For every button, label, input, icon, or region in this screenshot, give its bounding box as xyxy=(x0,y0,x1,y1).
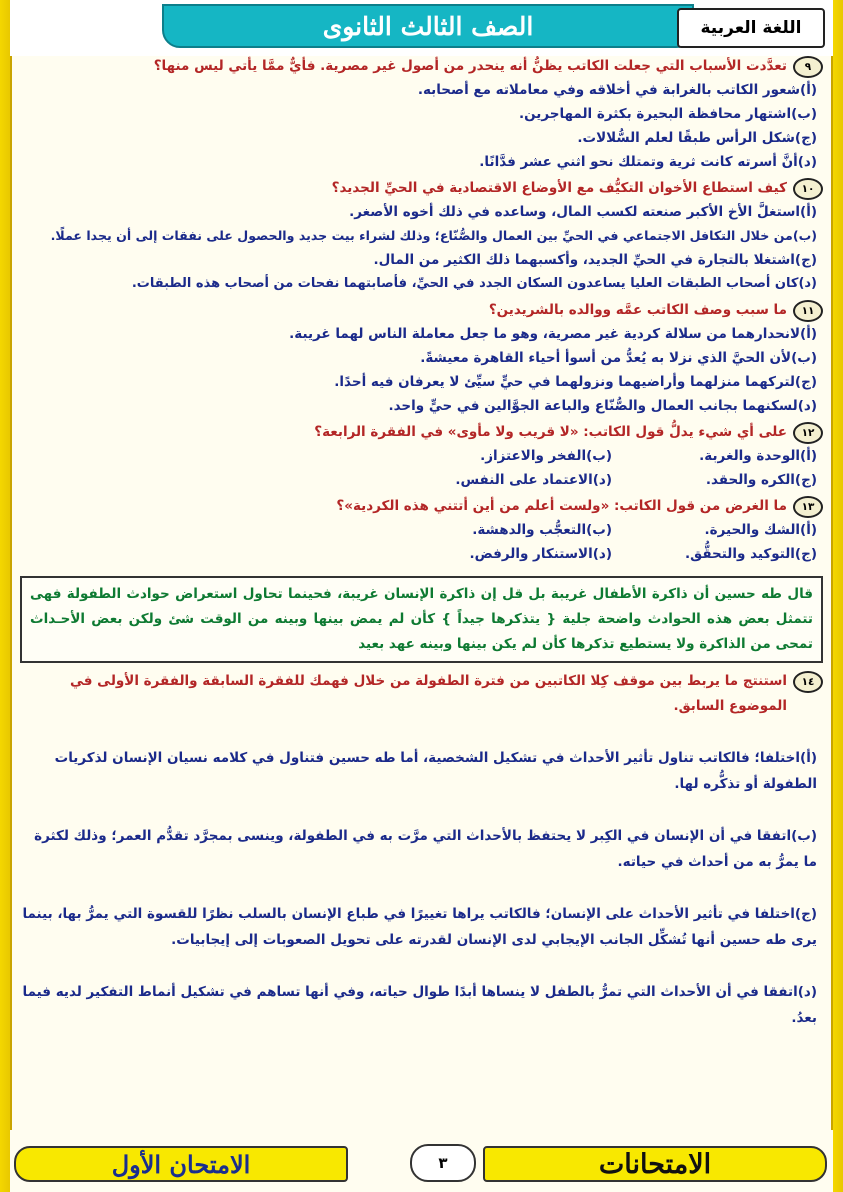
options-row xyxy=(20,518,823,542)
option-d: (د)اتفقا في أن الأحداث التي تمرُّ بالطفل لا ينساها أبدًا طوال حياته، وفي أنها تساهم في تشكيل أنماط التفكير لديه فيما بعدُ. xyxy=(22,984,817,1026)
question-number-badge: ١١ xyxy=(793,300,823,322)
question-number-badge: ٩ xyxy=(793,56,823,78)
option-c: (ج)التوكيد والتحقُّق. xyxy=(685,546,817,562)
question-number-badge: ١٢ xyxy=(793,422,823,444)
option-a: (أ)الوحدة والغربة. xyxy=(699,448,817,464)
footer-exam-banner xyxy=(14,1146,348,1182)
question-text: ما الغرض من قول الكاتب: «ولست أعلم من أين أتتني هذه الكردية»؟ xyxy=(336,498,787,514)
passage-box xyxy=(20,576,823,663)
subject-label-box xyxy=(677,8,825,48)
option-a: (أ)لانحدارهما من سلالة كردية غير مصرية، وهو ما جعل معاملة الناس لهما غريبة. xyxy=(289,326,817,342)
option-b: (ب)الفخر والاعتزاز. xyxy=(480,448,612,464)
grade-title: الصف الثالث الثانوى xyxy=(322,11,534,41)
option-c: (ج)اختلفا في تأثير الأحداث على الإنسان؛ فالكاتب يراها تغييرًا في طباع الإنسان بالسلب نظرًا للقسوة التي يمرُّ بها، بينما يرى طه حسين أنها تُشكِّل الجانب الإيجابي لدى الإنسان لقدرته على تحويل الصعوبات إلى إيجابيات. xyxy=(22,906,817,948)
question-number-badge: ١٠ xyxy=(793,178,823,200)
grade-banner xyxy=(162,4,694,48)
page-number-text: ٣ xyxy=(438,1154,448,1172)
question-number-badge: ١٤ xyxy=(793,671,823,693)
right-border-rail xyxy=(833,0,843,1192)
question-text: على أي شيء يدلُّ قول الكاتب: «لا قريب ولا مأوى» في الفقرة الرابعة؟ xyxy=(314,424,787,440)
option-c: (ج)الكره والحقد. xyxy=(705,472,817,488)
option-c: (ج)لتركهما منزلهما وأراضيهما ونزولهما في حيٍّ سيِّئ لا يعرفان فيه أحدًا. xyxy=(334,374,817,390)
right-border-line xyxy=(831,0,833,1192)
question-9 xyxy=(20,54,823,78)
option-b: (ب)اشتهار محافظة البحيرة بكثرة المهاجرين. xyxy=(518,106,817,122)
question-text: كيف استطاع الأخوان التكيُّف مع الأوضاع الاقتصادية في الحيِّ الجديد؟ xyxy=(331,180,787,196)
footer-exams-banner xyxy=(483,1146,827,1182)
option-b: (ب)لأن الحيَّ الذي نزلا به يُعدُّ من أسوأ أحياء القاهرة معيشةً. xyxy=(420,350,817,366)
option-c: (ج)شكل الرأس طبقًا لعلم السُّلالات. xyxy=(577,130,817,146)
option-a: (أ)شعور الكاتب بالغرابة في أخلاقه وفي معاملاته مع أصحابه. xyxy=(417,82,817,98)
left-border-line xyxy=(10,0,12,1192)
option-c: (ج)اشتغلا بالتجارة في الحيِّ الجديد، وأكسبهما ذلك الكثير من المال. xyxy=(373,252,817,268)
question-10 xyxy=(20,176,823,200)
page-header xyxy=(10,0,833,56)
option-a: (أ)اختلفا؛ فالكاتب تناول تأثير الأحداث في تشكيل الشخصية، أما طه حسين فتناول في كلامه نسيان الإنسان لذكريات الطفولة أو تذكُّره لها. xyxy=(54,750,817,792)
question-11 xyxy=(20,298,823,322)
subject-title: اللغة العربية xyxy=(700,18,802,38)
footer-exams-title: الامتحانات xyxy=(598,1148,712,1180)
question-text: ما سبب وصف الكاتب عمَّه ووالده بالشريدين؟ xyxy=(488,302,787,318)
option-d: (د)الاعتماد على النفس. xyxy=(455,472,612,488)
option-b: (ب)التعجُّب والدهشة. xyxy=(472,522,612,538)
passage-text: قال طه حسين أن ذاكرة الأطفال غريبة بل قل إن ذاكرة الإنسان غريبة، فحينما تحاول استعراض حوادث الطفولة فهى تتمثل بعض هذه الحوادث واضحة جلية { يتذكرها جيداً } كأن لم يمض بينها وبينه من الوقت شئ ولكن بعض الأحـداث تمحى من الذاكرة ولا يستطيع تذكرها كأن لم يكن بينها وبينه عهد بعيد xyxy=(30,586,813,652)
page-number xyxy=(410,1144,476,1182)
question-text: استنتج ما يربط بين موقف كِلا الكاتبين من فترة الطفولة من خلال فهمك للفقرة السابقة والفقرة الأولى في الموضوع السابق. xyxy=(69,673,787,714)
question-14 xyxy=(20,669,823,719)
options-row xyxy=(20,444,823,468)
options-row xyxy=(20,468,823,492)
option-d: (د)الاستنكار والرفض. xyxy=(469,546,612,562)
option-a: (أ)الشك والحيرة. xyxy=(704,522,817,538)
question-12 xyxy=(20,420,823,444)
question-text: تعدَّدت الأسباب التي جعلت الكاتب يظنُّ أنه ينحدر من أصول غير مصرية. فأيٌّ ممَّا يأتي ليس منها؟ xyxy=(153,58,787,74)
option-d: (د)أنَّ أسرته كانت ثرية وتمتلك نحو اثني عشر فدَّانًا. xyxy=(479,154,817,170)
option-d: (د)لسكنهما بجانب العمال والصُّنّاع والباعة الجوَّالين في حيٍّ واحد. xyxy=(388,398,817,414)
option-a: (أ)استغلَّ الأخ الأكبر صنعته لكسب المال، وساعده في ذلك أخوه الأصغر. xyxy=(349,204,817,220)
question-13 xyxy=(20,494,823,518)
question-number-badge: ١٣ xyxy=(793,496,823,518)
left-border-rail xyxy=(0,0,10,1192)
options-row xyxy=(20,542,823,566)
footer-exam-title: الامتحان الأول xyxy=(111,1149,251,1179)
option-b: (ب)اتفقا في أن الإنسان في الكِبر لا يحتفظ بالأحداث التي مرَّت به في الطفولة، وينسى بمجرَّد تقدُّم العمر؛ وذلك لكثرة ما يمرُّ به من أحداث في حياته. xyxy=(34,828,817,870)
page-footer xyxy=(10,1130,833,1192)
option-d: (د)كان أصحاب الطبقات العليا يساعدون السكان الجدد في الحيِّ، فأصابتهما نفحات من أصحاب هذه الطبقات. xyxy=(131,276,817,291)
exam-content xyxy=(20,52,823,1124)
option-b: (ب)من خلال التكافل الاجتماعي في الحيِّ بين العمال والصُّنّاع؛ وذلك لشراء بيت جديد والحصول على نفقات إلى أن يجدا عملًا. xyxy=(50,228,817,243)
